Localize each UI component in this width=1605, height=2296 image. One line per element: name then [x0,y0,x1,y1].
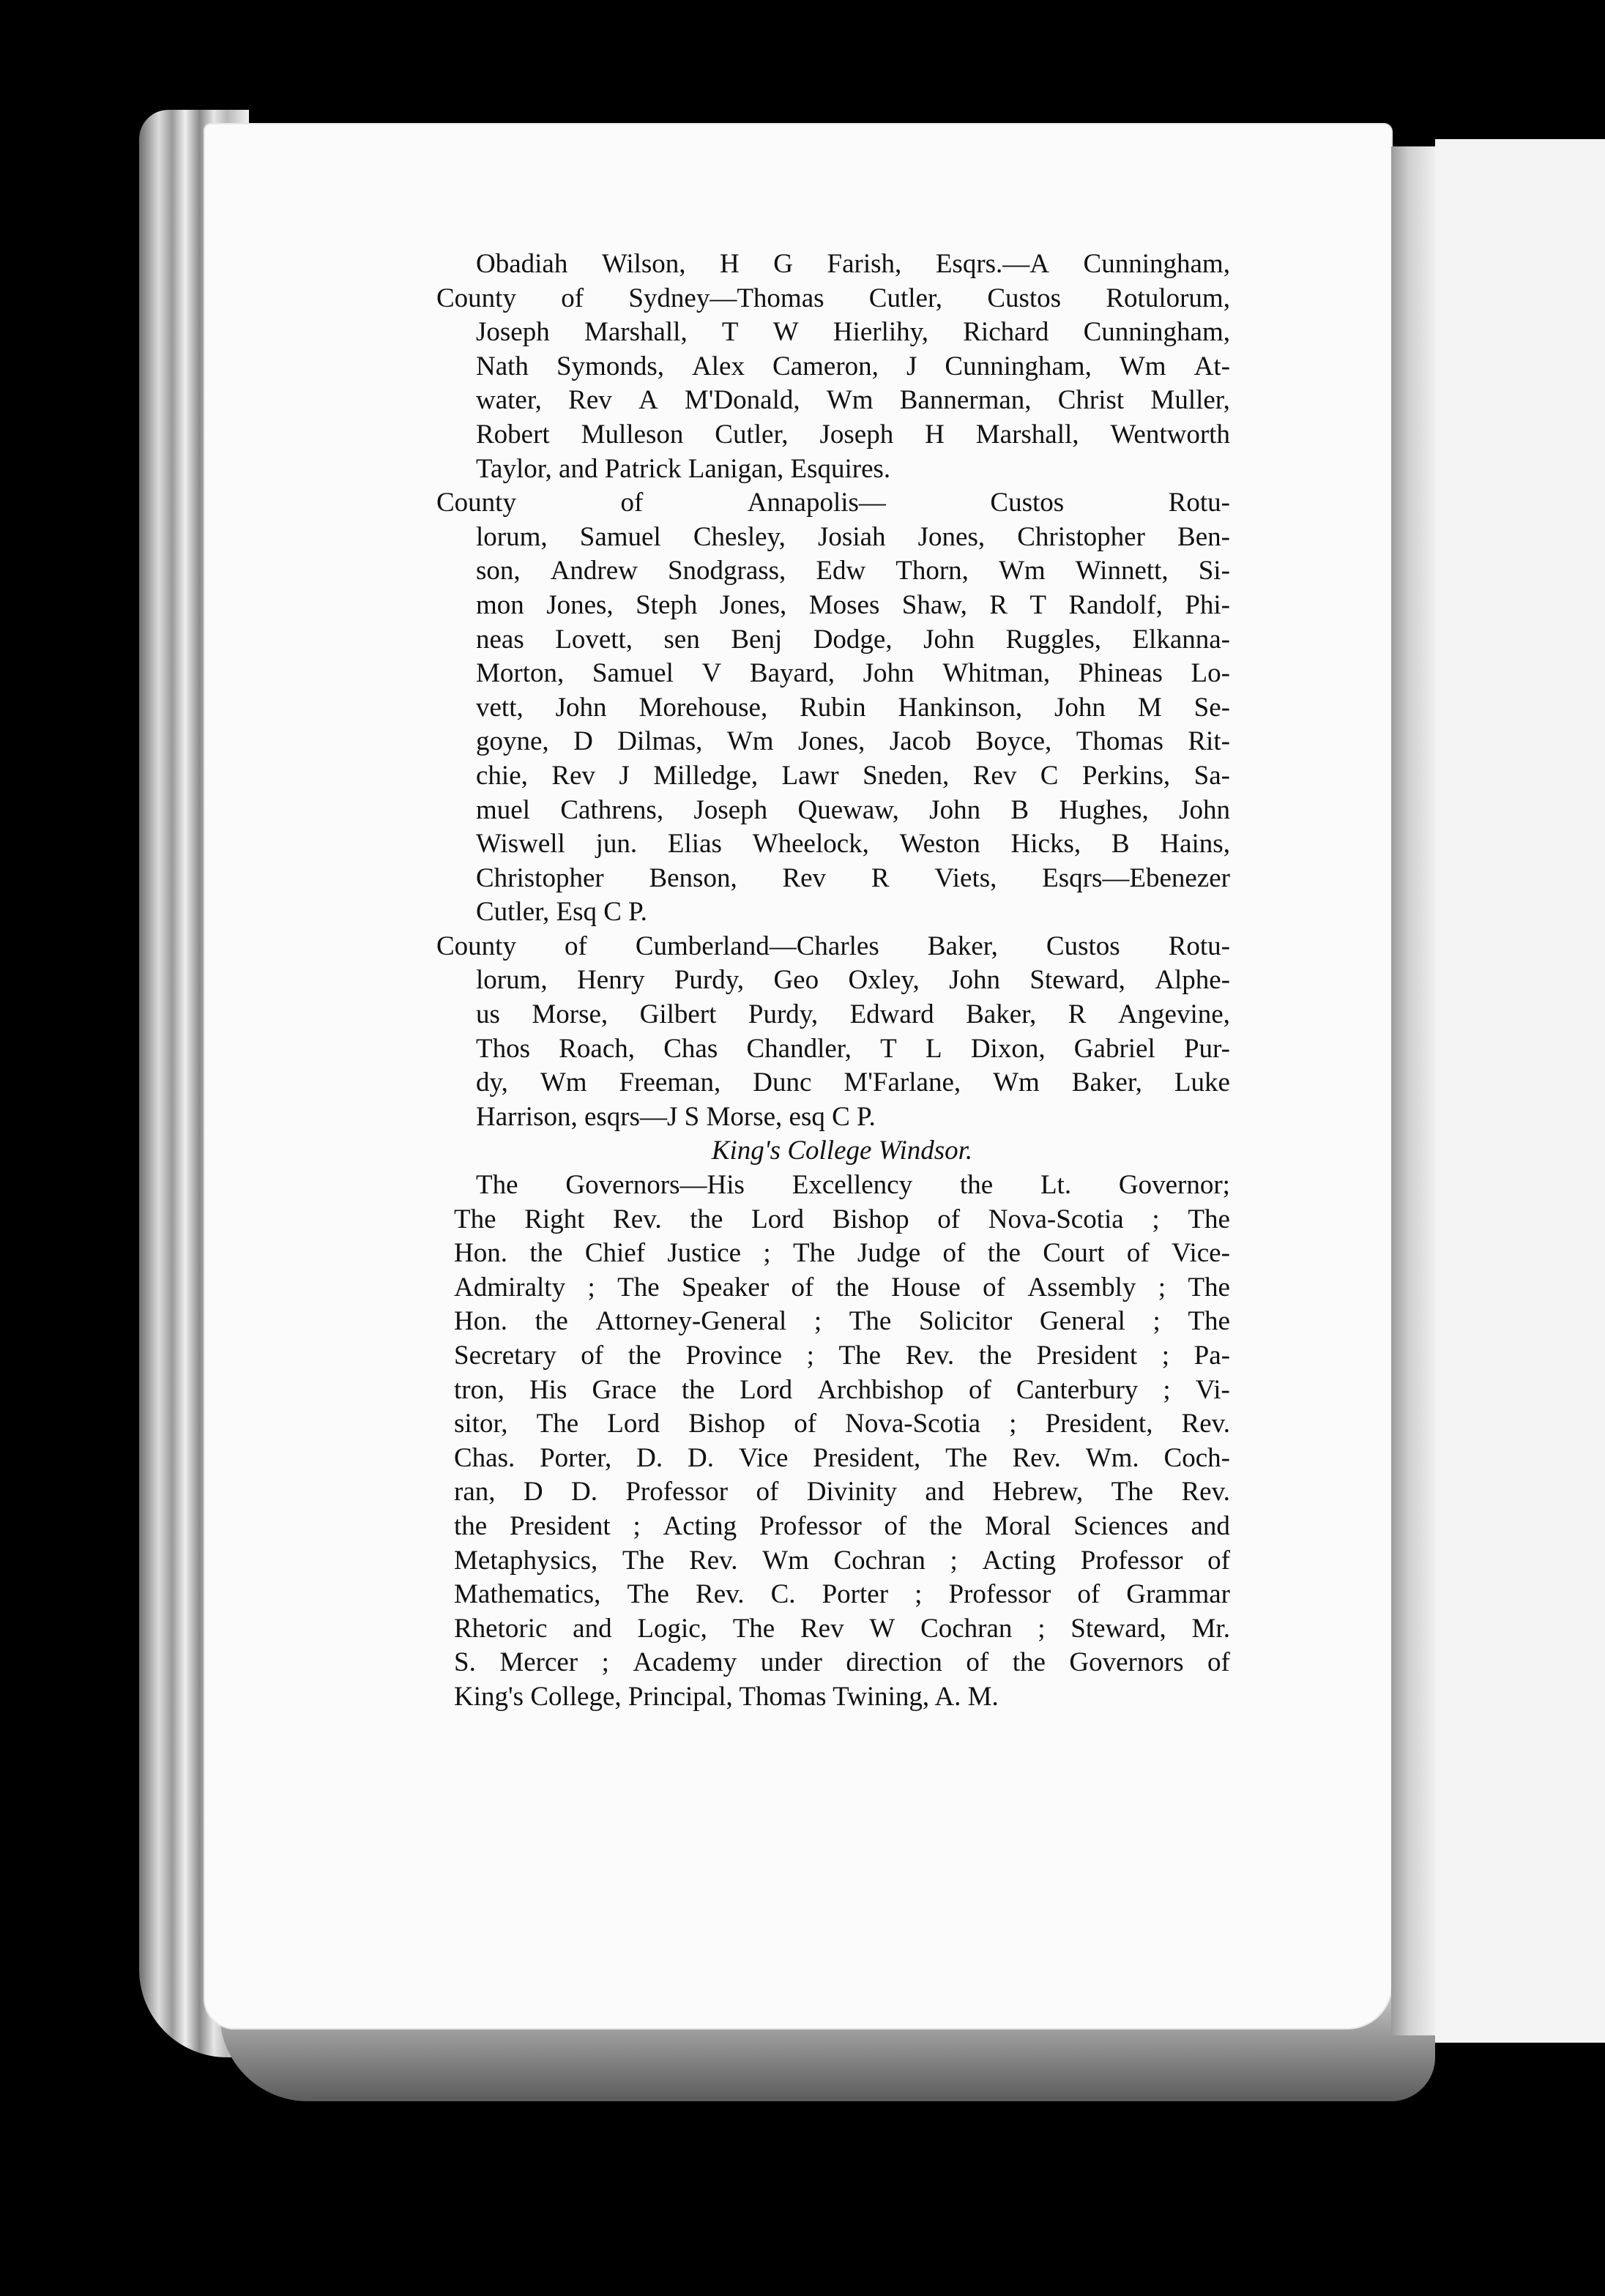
text-line: neas Lovett, sen Benj Dodge, John Ruggles, Elkanna- [476,624,1230,655]
text-line: mon Jones, Steph Jones, Moses Shaw, R T Randolf, Phi- [476,589,1230,620]
text-line: Morton, Samuel V Bayard, John Whitman, Phineas Lo- [476,658,1230,689]
text-line: The Right Rev. the Lord Bishop of Nova-Scotia ; The [454,1204,1230,1234]
text-line: Robert Mulleson Cutler, Joseph H Marshall, Wentworth [476,419,1230,450]
text-line: Cutler, Esq C P. [476,897,647,928]
text-line: tron, His Grace the Lord Archbishop of Canterbury ; Vi- [454,1374,1230,1405]
text-line: King's College Windsor. [711,1136,973,1166]
text-line: King's College, Principal, Thomas Twining, A. M. [454,1681,999,1712]
text-line: son, Andrew Snodgrass, Edw Thorn, Wm Winnett, Si- [476,556,1230,586]
text-line: Wiswell jun. Elias Wheelock, Weston Hicks, B Hains, [476,829,1230,860]
text-line: ran, D D. Professor of Divinity and Hebrew, The Rev. [454,1477,1230,1507]
text-line: muel Cathrens, Joseph Quewaw, John B Hughes, John [476,794,1230,825]
text-line: Hon. the Attorney-General ; The Solicitor General ; The [454,1306,1230,1337]
text-line: County of Cumberland—Charles Baker, Custos Rotu- [436,931,1230,961]
text-line: chie, Rev J Milledge, Lawr Sneden, Rev C Perkins, Sa- [476,760,1230,791]
text-line: Admiralty ; The Speaker of the House of Assembly ; The [454,1272,1230,1302]
text-line: The Governors—His Excellency the Lt. Governor; [476,1170,1230,1201]
text-line: Joseph Marshall, T W Hierlihy, Richard Cunningham, [476,317,1230,348]
text-line: S. Mercer ; Academy under direction of the Governors of [454,1647,1230,1678]
text-line: Chas. Porter, D. D. Vice President, The Rev. Wm. Coch- [454,1442,1230,1473]
text-line: Taylor, and Patrick Lanigan, Esquires. [476,453,891,484]
text-line: sitor, The Lord Bishop of Nova-Scotia ; President, Rev. [454,1409,1230,1439]
text-line: Rhetoric and Logic, The Rev W Cochran ; Steward, Mr. [454,1613,1230,1644]
book-gutter [1391,146,1435,2035]
text-line: Mathematics, The Rev. C. Porter ; Professor of Grammar [454,1579,1230,1610]
page-text-block [436,247,1230,1715]
text-line: lorum, Samuel Chesley, Josiah Jones, Christopher Ben- [476,521,1230,552]
text-line: water, Rev A M'Donald, Wm Bannerman, Christ Muller, [476,385,1230,416]
text-line: Christopher Benson, Rev R Viets, Esqrs—Ebenezer [476,862,1230,893]
text-line: Metaphysics, The Rev. Wm Cochran ; Acting Professor of [454,1545,1230,1576]
text-line: Nath Symonds, Alex Cameron, J Cunningham, Wm At- [476,351,1230,381]
text-line: vett, John Morehouse, Rubin Hankinson, John M Se- [476,692,1230,723]
text-line: the President ; Acting Professor of the Moral Sciences and [454,1510,1230,1541]
text-line: dy, Wm Freeman, Dunc M'Farlane, Wm Baker, Luke [476,1067,1230,1098]
text-line: County of Sydney—Thomas Cutler, Custos Rotulorum, [436,283,1230,313]
text-line: Harrison, esqrs—J S Morse, esq C P. [476,1101,876,1132]
text-line: Hon. the Chief Justice ; The Judge of the Court of Vice- [454,1238,1230,1269]
text-line: us Morse, Gilbert Purdy, Edward Baker, R Angevine, [476,999,1230,1030]
text-line: Secretary of the Province ; The Rev. the President ; Pa- [454,1341,1230,1371]
text-line: lorum, Henry Purdy, Geo Oxley, John Steward, Alphe- [476,965,1230,996]
facing-page-edge [1435,139,1605,2043]
text-line: Obadiah Wilson, H G Farish, Esqrs.—A Cunningham, [476,249,1230,279]
text-line: Thos Roach, Chas Chandler, T L Dixon, Gabriel Pur- [476,1033,1230,1064]
text-line: goyne, D Dilmas, Wm Jones, Jacob Boyce, Thomas Rit- [476,726,1230,757]
text-line: County of Annapolis— Custos Rotu- [436,488,1230,518]
